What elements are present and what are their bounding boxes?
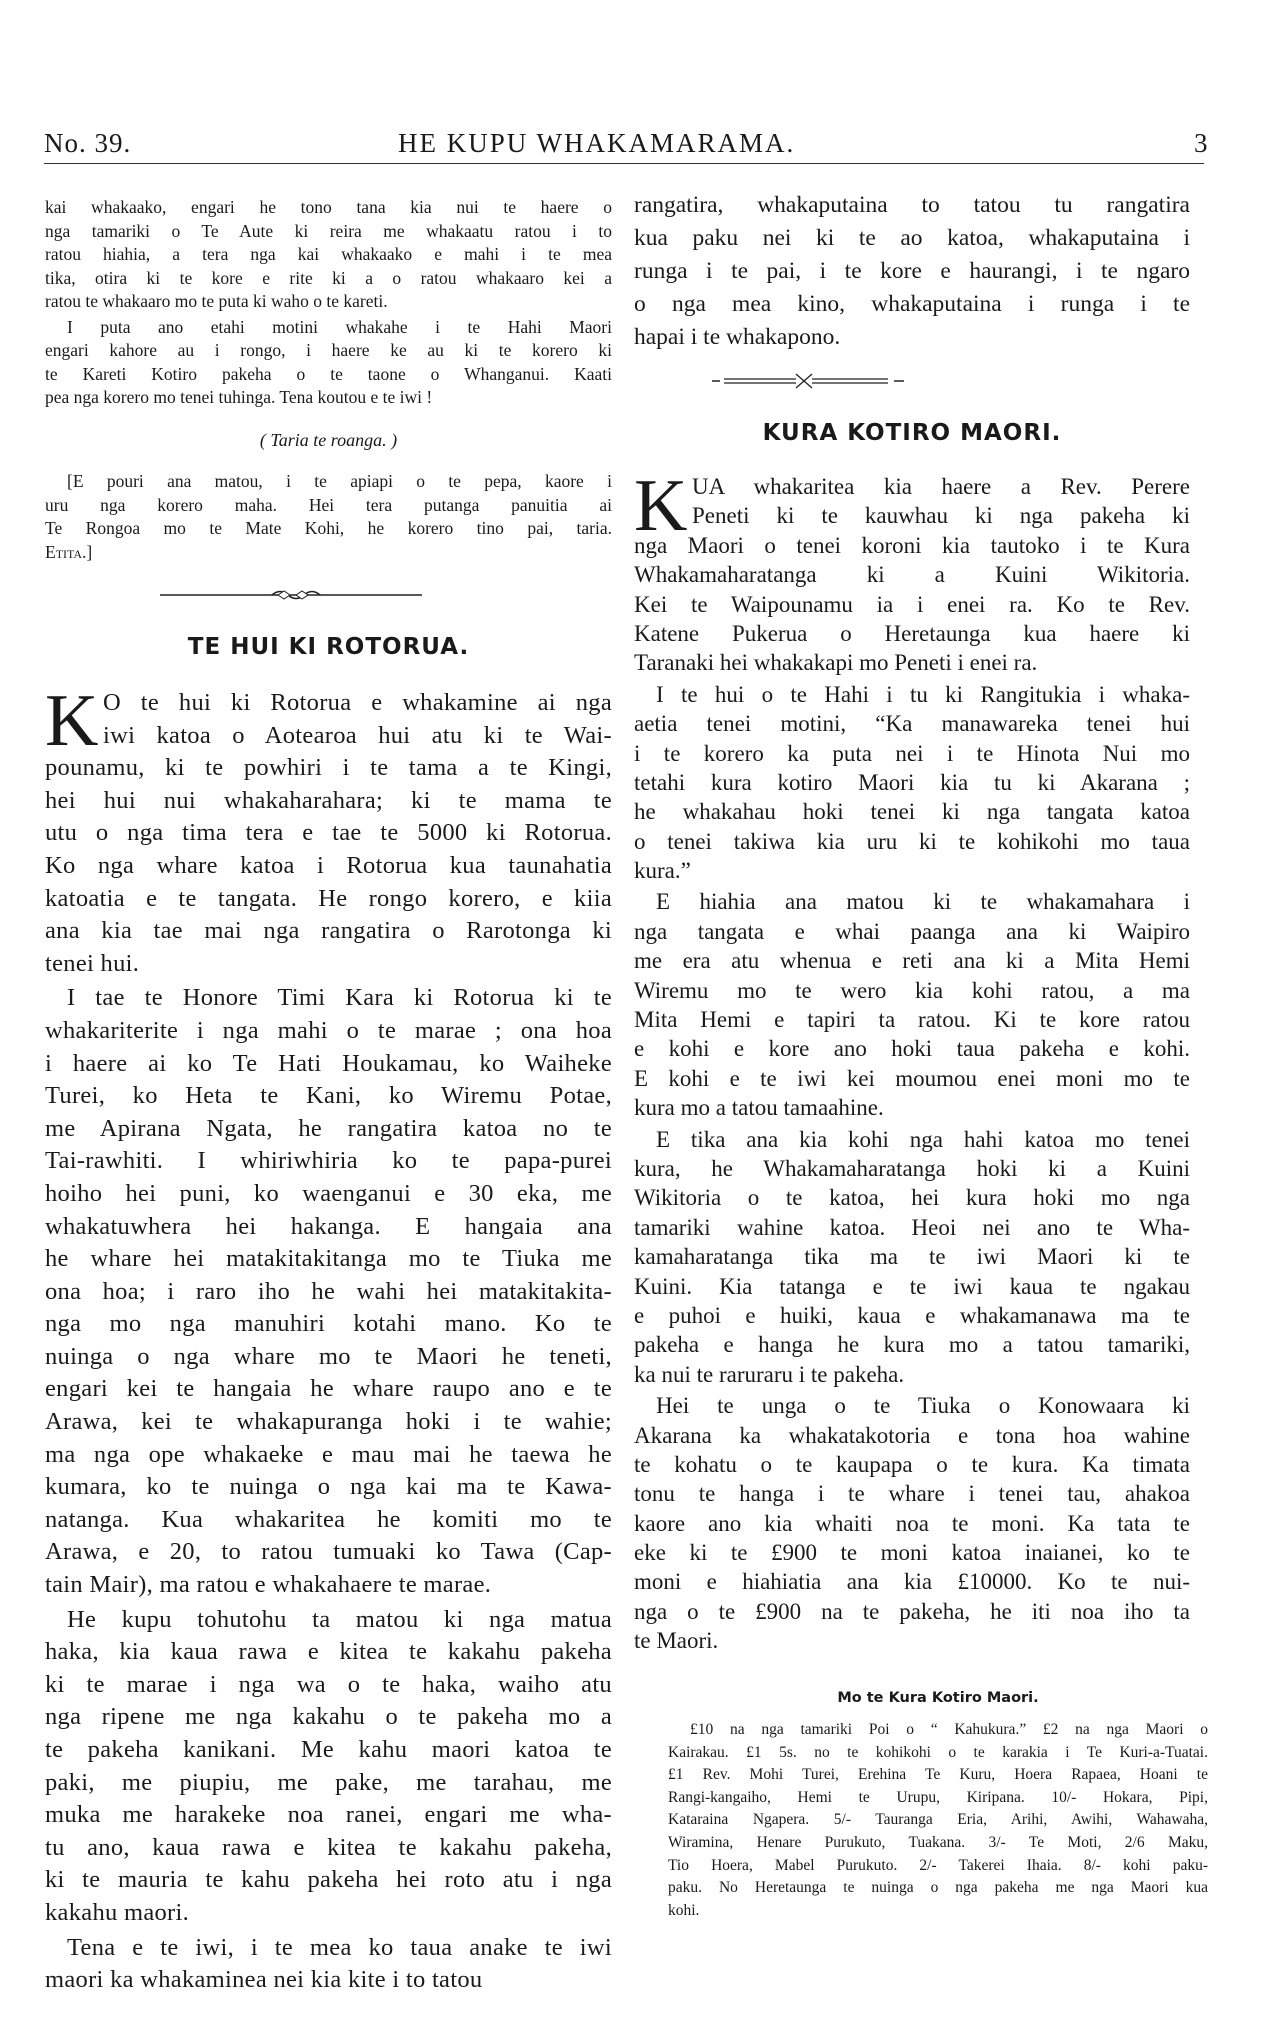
- text-line: Kei te Waipounamu ia i enei ra. Ko te Rev.: [634, 591, 1190, 617]
- text-line: nga mo nga manuhiri kotahi mano. Ko te: [45, 1310, 612, 1338]
- text-line: Akarana ka whakatakotoria e tona hoa wahine: [634, 1422, 1190, 1448]
- text-line: i te korero ka puta nei i te Hinota Nui mo: [634, 740, 1190, 766]
- text-line: engari kei te hangaia he whare raupo ano e te: [45, 1375, 612, 1403]
- drop-cap: K: [634, 465, 688, 547]
- text-line: aetia tenei motini, “Ka manawareka tenei hui: [634, 711, 1190, 737]
- header-rule: [44, 163, 1204, 164]
- text-line: kura, he Whakamaharatanga hoki ki a Kuini: [634, 1155, 1190, 1181]
- text-line: Hei te unga o te Tiuka o Konowaara ki: [656, 1393, 1190, 1419]
- text-line: Arawa, kei te whakapuranga hoki i te wahie;: [45, 1408, 612, 1436]
- text-line: nga tangata e whai paanga ana ki Waipiro: [634, 918, 1190, 944]
- text-line: maori ka whakaminea nei kia kite i to tatou: [45, 1966, 483, 1994]
- text-line: utu o nga tima tera e tae te 5000 ki Rotorua.: [45, 819, 612, 847]
- text-line: pakeha e hanga he kura mo a tatou tamariki,: [634, 1332, 1190, 1358]
- text-line: tu ano, kaua rawa e kitea te kakahu pakeha,: [45, 1833, 612, 1861]
- text-line: natanga. Kua whakaritea he komiti mo te: [45, 1505, 612, 1533]
- text-line: E hiahia ana matou ki te whakamahara i: [656, 889, 1190, 915]
- text-line: tamariki wahine katoa. Heoi nei ano te Wha-: [634, 1214, 1190, 1240]
- text-line: paki, me piupiu, me pake, me tarahau, me: [45, 1768, 612, 1796]
- text-line: Wikitoria o te katoa, hei kura hoki mo nga: [634, 1185, 1190, 1211]
- text-line: I te hui o te Hahi i tu ki Rangitukia i whaka-: [656, 681, 1190, 707]
- article-te-hui-body: [45, 680, 612, 1997]
- paragraph: [634, 887, 1190, 1122]
- text-line: Arawa, e 20, to ratou tumuaki ko Tawa (Cap-: [45, 1538, 612, 1566]
- text-line: haka, kia kaua rawa e kitea te kakahu pakeha: [45, 1638, 612, 1666]
- text-line: kohi.: [668, 1901, 700, 1919]
- text-line: kua paku nei ki te ao katoa, whakaputaina i: [634, 225, 1190, 251]
- text-line: iwi katoa o Aotearoa hui atu ki te Wai-: [103, 721, 612, 749]
- ornamental-divider: [712, 372, 904, 390]
- text-line: Turei, ko Heta te Kani, ko Wiremu Potae,: [45, 1082, 612, 1110]
- text-line: ki te mauria te kahu pakeha hei roto atu i nga: [45, 1866, 612, 1894]
- text-line: hoiho hei puni, ko waenganui e 30 eka, me: [45, 1179, 612, 1207]
- text-line: ona hoa; i raro iho he wahi hei matakitakita-: [45, 1277, 612, 1305]
- text-line: muka me harakeke noa ranei, engari me wha-: [45, 1801, 612, 1829]
- issue-number: No. 39.: [44, 128, 132, 158]
- text-line: tetahi kura kotiro Maori kia tu ki Akarana ;: [634, 769, 1190, 795]
- text-line: te Maori.: [634, 1628, 719, 1654]
- editor-signature: Etita.]: [45, 541, 93, 562]
- text-line: Kataraina Ngapera. 5/- Tauranga Eria, Arihi, Awihi, Wahawaha,: [668, 1811, 1208, 1829]
- paragraph: [45, 680, 612, 980]
- text-line: ki te marae i nga wa o te haka, waiho atu: [45, 1670, 612, 1698]
- text-line: kumara, ko te nuinga o nga kai ma te Kawa-: [45, 1473, 612, 1501]
- text-line: Mita Hemi e tapiri ta ratou. Ki te kore ratou: [634, 1007, 1190, 1033]
- text-line: ana kia tae mai nga rangatira o Rarotonga ki: [45, 917, 612, 945]
- text-line: He kupu tohutohu ta matou ki nga matua: [67, 1605, 612, 1633]
- text-line: me era atu whenua e reti ana ki a Mita Hemi: [634, 948, 1190, 974]
- text-line: kai whakaako, engari he tono tana kia nui te haere o: [45, 197, 612, 217]
- text-line: i haere ai ko Te Hati Houkamau, ko Waiheke: [45, 1049, 612, 1077]
- text-line: nga ripene me nga kakahu o te pakeha mo a: [45, 1703, 612, 1731]
- text-line: pounamu, ki te powhiri i te tama a te Kingi,: [45, 754, 612, 782]
- text-line: hei hui nui whakaharahara; ki te mama te: [45, 786, 612, 814]
- text-line: katoatia e te tangata. He rongo korero, e kiia: [45, 884, 612, 912]
- text-line: ka nui te raruraru i te pakeha.: [634, 1361, 905, 1387]
- text-line: nga Maori o tenei koroni kia tautoko i te Kura: [634, 532, 1190, 558]
- text-line: UA whakaritea kia haere a Rev. Perere: [692, 474, 1190, 499]
- paragraph: [634, 680, 1190, 886]
- text-line: te pakeha kanikani. Me kahu maori katoa te: [45, 1736, 612, 1763]
- text-line: Wiremu mo te wero kia kohi ratou, a ma: [634, 977, 1190, 1003]
- paragraph: [45, 1604, 612, 1930]
- text-line: hapai i te whakapono.: [634, 324, 841, 350]
- page-number: 3: [1194, 128, 1209, 158]
- text-line: Wiramina, Henare Purukuto, Tuakana. 3/- Te Moti, 2/6 Maku,: [668, 1833, 1208, 1851]
- text-line: ma nga ope whakaeke e mau mai he taewa he: [45, 1440, 612, 1468]
- text-line: kakahu maori.: [45, 1898, 190, 1926]
- text-line: ratou hiahia, a tera nga kai whakaako e mahi i te mea: [45, 244, 612, 264]
- donations-list: [668, 1719, 1208, 1922]
- text-line: whakariterite i nga mahi o te marae ; ona hoa: [45, 1016, 612, 1044]
- text-line: tika, otira ki te kore e rite ki a o ratou whakaaro kei a: [45, 267, 612, 288]
- paragraph: [634, 1391, 1190, 1656]
- text-line: Tena e te iwi, i te mea ko taua anake te iwi: [67, 1933, 612, 1961]
- text-line: he whare hei matakitakitanga mo te Tiuka me: [45, 1245, 612, 1273]
- text-line: nga tamariki o Te Aute ki reira me whakaatu ratou i to: [45, 220, 612, 241]
- text-line: e kohi e kore ano hoki taua pakeha e kohi.: [634, 1036, 1190, 1062]
- paragraph: [634, 465, 1190, 678]
- text-line: whakatuwhera hei hakanga. E hangaia ana: [45, 1212, 612, 1240]
- text-line: runga i te pai, i te kore e haurangi, i te ngaro: [634, 258, 1190, 284]
- text-line: I puta ano etahi motini whakahe i te Hahi Maori: [67, 316, 612, 337]
- text-line: Ko nga whare katoa i Rotorua kua taunahatia: [45, 851, 612, 879]
- text-line: E kohi e te iwi kei moumou enei moni mo te: [634, 1065, 1190, 1091]
- text-line: o tenei takiwa kia uru ki te kohikohi mo taua: [634, 828, 1190, 854]
- text-line: Tio Hoera, Mabel Purukuto. 2/- Takerei Ihaia. 8/- kohi paku-: [668, 1856, 1208, 1874]
- text-line: kamaharatanga tika ma te iwi Maori ki te: [634, 1244, 1190, 1270]
- text-line: Tai-rawhiti. I whiriwhiria ko te papa-purei: [45, 1147, 612, 1175]
- text-line: moni e hiahiatia ana kia £10000. Ko te nui-: [634, 1569, 1190, 1595]
- text-line: £1 Rev. Mohi Turei, Erehina Te Kuru, Hoera Rapaea, Hoani te: [668, 1766, 1208, 1784]
- article-title-te-hui: TE HUI KI ROTORUA.: [187, 634, 470, 660]
- text-line: paku. No Heretaunga te nuinga o nga pakeha me nga Maori kua: [668, 1879, 1208, 1897]
- text-line: ratou te whakaaro mo te puta ki waho o te kareti.: [45, 291, 388, 311]
- text-line: eke ki te £900 te moni katoa inaianei, ko te: [634, 1540, 1190, 1566]
- text-line: nuinga o nga whare mo te Maori he teneti,: [45, 1342, 612, 1370]
- text-line: tonu te hanga i te whare i tenei tau, ahakoa: [634, 1481, 1190, 1507]
- ornamental-divider: [160, 586, 422, 604]
- right-continued-text: [634, 189, 1190, 354]
- editor-note: [45, 470, 612, 564]
- text-line: Peneti ki te kauwhau ki nga pakeha ki: [692, 503, 1190, 529]
- text-line: I tae te Honore Timi Kara ki Rotorua ki te: [67, 984, 612, 1012]
- text-line: nga o te £900 na te pakeha, he iti noa iho ta: [634, 1598, 1190, 1624]
- text-line: O te hui ki Rotorua e whakamine ai nga: [103, 689, 612, 716]
- text-line: [E pouri ana matou, i te apiapi o te pepa, kaore i: [67, 471, 612, 491]
- text-line: kaore ano kia whaiti noa te moni. Ka tata te: [634, 1510, 1190, 1536]
- text-line: Te Rongoa mo te Mate Kohi, he korero tino pai, taria.: [45, 518, 612, 538]
- drop-cap: K: [45, 680, 99, 762]
- paragraph: [634, 1125, 1190, 1390]
- paragraph: [45, 316, 612, 410]
- text-line: £10 na nga tamariki Poi o “ Kahukura.” £2 na nga Maori o: [690, 1721, 1208, 1738]
- text-line: uru nga korero maha. Hei tera putanga panuitia ai: [45, 494, 612, 515]
- left-continued-text: [45, 196, 612, 410]
- paragraph: [45, 982, 612, 1601]
- article-kura-kotiro-body: [634, 465, 1190, 1656]
- paragraph: [45, 196, 612, 314]
- text-line: e puhoi e huiki, kaua e whakamanawa ma te: [634, 1302, 1190, 1328]
- text-line: Rangi-kangaiho, Hemi te Urupu, Kiripana. 10/- Hokara, Pipi,: [668, 1788, 1208, 1806]
- text-line: Katene Pukerua o Heretaunga kua haere ki: [634, 620, 1190, 646]
- text-line: te kohatu o te kaupapa o te kura. Ka timata: [634, 1451, 1190, 1477]
- text-line: Kairakau. £1 5s. no te kohikohi o te karakia i Te Kuri-a-Tuatai.: [668, 1743, 1208, 1761]
- text-line: te Kareti Kotiro pakeha o te taone o Whanganui. Kaati: [45, 363, 612, 384]
- text-line: E tika ana kia kohi nga hahi katoa mo tenei: [656, 1126, 1190, 1152]
- article-title-kura-kotiro: KURA KOTIRO MAORI.: [762, 420, 1062, 446]
- text-line: kura.”: [634, 858, 691, 884]
- text-line: he whakahau hoki tenei ki nga tangata katoa: [634, 799, 1190, 825]
- continuation-note: ( Taria te roanga. ): [259, 430, 398, 450]
- text-line: tain Mair), ma ratou e whakahaere te marae.: [45, 1571, 492, 1599]
- text-line: kura mo a tatou tamaahine.: [634, 1095, 884, 1121]
- newspaper-title: HE KUPU WHAKAMARAMA.: [398, 128, 796, 158]
- text-line: Whakamaharatanga ki a Kuini Wikitoria.: [634, 562, 1190, 588]
- text-line: o nga mea kino, whakaputaina i runga i te: [634, 291, 1190, 317]
- text-line: tenei hui.: [45, 949, 140, 977]
- text-line: pea nga korero mo tenei tuhinga. Tena koutou e te iwi !: [45, 387, 433, 407]
- text-line: Kuini. Kia tatanga e te iwi kaua te ngakau: [634, 1273, 1190, 1299]
- text-line: rangatira, whakaputaina to tatou tu rangatira: [634, 192, 1190, 218]
- text-line: engari kahore au i rongo, i haere ke au ki te korero ki: [45, 340, 612, 360]
- text-line: Taranaki hei whakakapi mo Peneti i enei ra.: [634, 650, 1038, 676]
- donations-title: Mo te Kura Kotiro Maori.: [837, 1690, 1039, 1706]
- text-line: me Apirana Ngata, he rangatira katoa no te: [45, 1114, 612, 1142]
- paragraph: [45, 1932, 612, 1997]
